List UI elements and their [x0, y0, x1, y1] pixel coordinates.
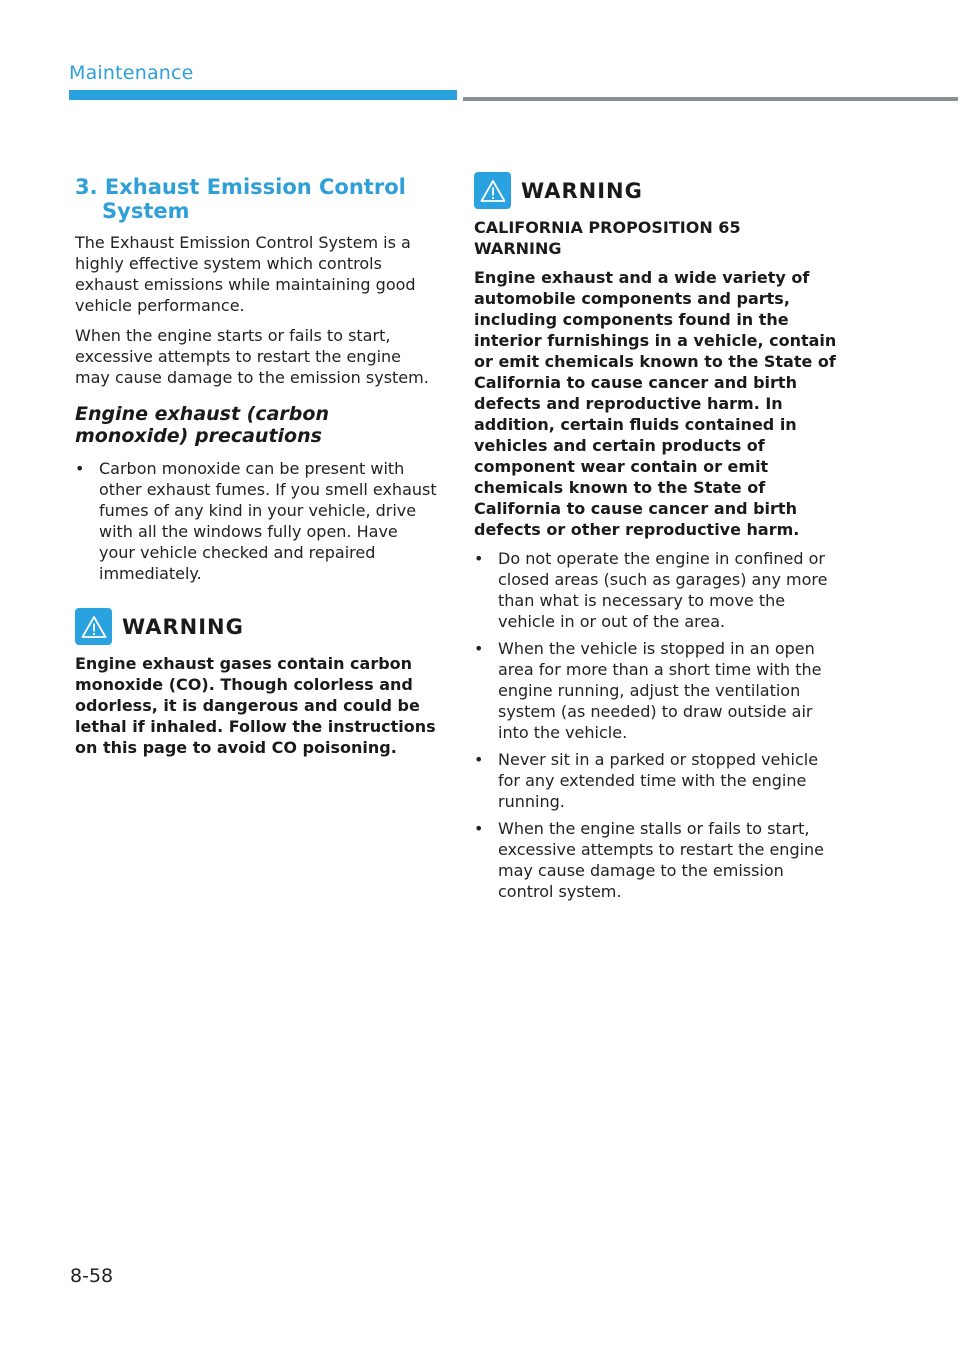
section-header: Maintenance: [69, 62, 194, 84]
header-rule-gray: [463, 97, 958, 101]
left-column: [75, 175, 437, 766]
bullet-icon: •: [474, 819, 484, 838]
right-column: [474, 172, 840, 908]
intro-paragraph: The Exhaust Emission Control System is a highly effective system which controls exhaust emissions while maintaining good vehicle performance.: [75, 233, 416, 315]
warning-header: [75, 608, 437, 645]
list-item-text: When the vehicle is stopped in an open area for more than a short time with the engine running, adjust the ventilation system (as needed) to draw outside air into the vehicle.: [498, 639, 822, 742]
list-item: [75, 458, 437, 584]
list-item: [474, 818, 840, 902]
list-item: [474, 548, 840, 632]
list-item-text: Never sit in a parked or stopped vehicle for any extended time with the engine running.: [498, 750, 819, 811]
header-rule-accent: [69, 90, 457, 100]
warning-triangle-icon: [474, 172, 511, 209]
bullet-list: [75, 458, 437, 584]
section-heading: 3. Exhaust Emission Control System: [75, 175, 406, 223]
list-item-text: When the engine stalls or fails to start, excessive attempts to restart the engine may cause damage to the emission control system.: [498, 819, 825, 901]
warning-box: [75, 608, 437, 758]
list-item: [474, 638, 840, 743]
warning-title: WARNING: [122, 614, 244, 639]
warning-text: Engine exhaust and a wide variety of automobile components and parts, including components found in the interior furnishings in a vehicle, contain or emit chemicals known to the State of California to cause cancer and birth defects and reproductive harm. In addition, certain fluids contained in vehicles and certain products of component wear contain or emit chemicals known to the State of California to cause cancer and birth defects or other reproductive harm.: [474, 268, 837, 539]
intro-paragraph: When the engine starts or fails to start, excessive attempts to restart the engine may cause damage to the emission system.: [75, 326, 429, 387]
bullet-icon: •: [474, 549, 484, 568]
page-number: 8-58: [70, 1265, 114, 1287]
warning-header: [474, 172, 840, 209]
warning-subtitle: CALIFORNIA PROPOSITION 65 WARNING: [474, 218, 741, 258]
list-item-text: Do not operate the engine in confined or closed areas (such as garages) any more than what is necessary to move the vehicle in or out of the area.: [498, 549, 828, 631]
warning-triangle-icon: [75, 608, 112, 645]
bullet-icon: •: [474, 750, 484, 769]
bullet-icon: •: [474, 639, 484, 658]
subsection-heading: Engine exhaust (carbon monoxide) precautions: [75, 403, 329, 447]
warning-text: Engine exhaust gases contain carbon monoxide (CO). Though colorless and odorless, it is dangerous and could be lethal if inhaled. Follow the instructions on this page to avoid CO poisoning.: [75, 654, 436, 757]
list-item-text: Carbon monoxide can be present with other exhaust fumes. If you smell exhaust fumes of any kind in your vehicle, drive with all the windows fully open. Have your vehicle checked and repaired immediately.: [99, 459, 437, 583]
list-item: [474, 749, 840, 812]
bullet-list: [474, 548, 840, 902]
bullet-icon: •: [75, 459, 85, 478]
warning-title: WARNING: [521, 178, 643, 203]
warning-box: [474, 172, 840, 540]
